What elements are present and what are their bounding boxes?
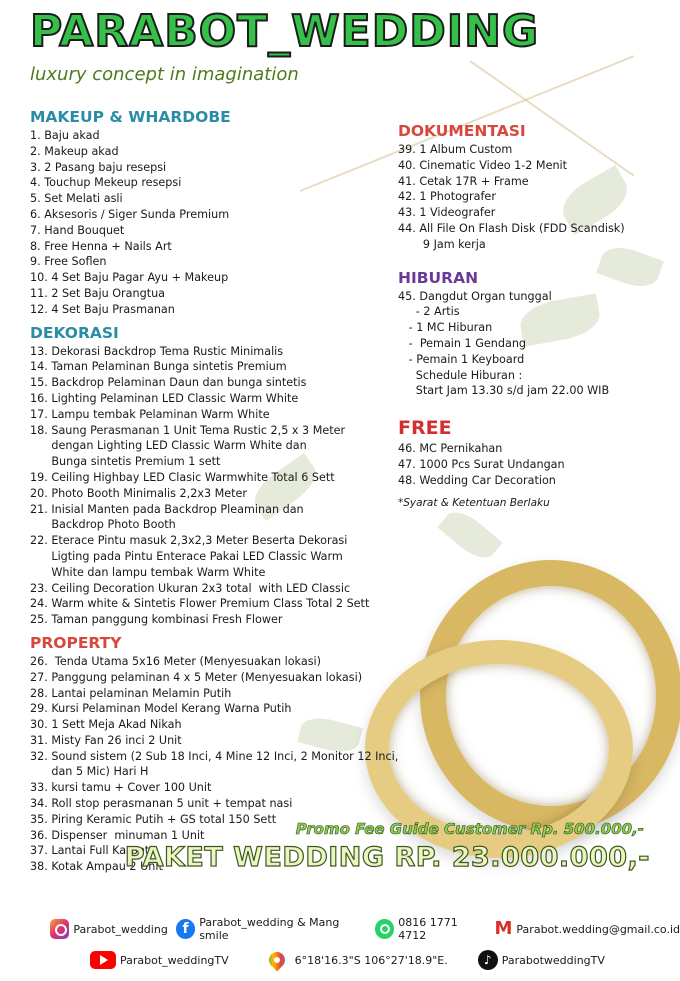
- promo-text: Promo Fee Guide Customer Rp. 500.000,-: [295, 820, 644, 838]
- list-item: 7. Hand Bouquet: [30, 223, 125, 237]
- list-item: 40. Cinematic Video 1-2 Menit: [398, 158, 568, 172]
- list-item: Backdrop Photo Booth: [30, 518, 176, 532]
- list-item: 44. All File On Flash Disk (FDD Scandisk): [398, 221, 625, 235]
- whatsapp-number[interactable]: 0816 1771 4712: [398, 916, 458, 942]
- list-item: 41. Cetak 17R + Frame: [398, 174, 529, 188]
- list-item: dan 5 Mic) Hari H: [30, 765, 149, 779]
- list-item: 26. Tenda Utama 5x16 Meter (Menyesuakan lokasi): [30, 654, 321, 668]
- right-column: [398, 122, 668, 509]
- location-coordinates[interactable]: 6°18'16.3"S 106°27'18.9"E.: [294, 953, 448, 967]
- list-item: 33. kursi tamu + Cover 100 Unit: [30, 781, 212, 795]
- gmail-icon: M: [494, 918, 513, 939]
- list-item: 16. Lighting Pelaminan LED Classic Warm White: [30, 391, 299, 405]
- list-item: 47. 1000 Pcs Surat Undangan: [398, 457, 565, 471]
- section-dekorasi: [30, 324, 410, 628]
- item-list: [398, 441, 668, 488]
- list-item: 8. Free Henna + Nails Art: [30, 239, 172, 253]
- list-item: - 2 Artis: [398, 305, 460, 319]
- list-item: 1. Baju akad: [30, 129, 100, 142]
- item-list: [398, 142, 668, 253]
- section-title: DEKORASI: [30, 323, 119, 342]
- list-item: White dan lampu tembak Warm White: [30, 565, 266, 579]
- section-title: FREE: [398, 417, 452, 440]
- instagram-handle[interactable]: Parabot_wedding: [73, 922, 168, 936]
- item-list: [398, 289, 668, 400]
- list-item: 45. Dangdut Organ tunggal: [398, 289, 552, 303]
- list-item: 31. Misty Fan 26 inci 2 Unit: [30, 733, 182, 747]
- list-item: 37. Lantai Full Karpet: [30, 844, 150, 858]
- package-price: PAKET WEDDING RP. 23.000.000,-: [124, 842, 650, 873]
- list-item: 3. 2 Pasang baju resepsi: [30, 160, 167, 174]
- contact-row: [50, 916, 680, 942]
- section-title: HIBURAN: [398, 268, 479, 287]
- list-item: dengan Lighting LED Classic Warm White dan: [30, 439, 307, 453]
- whatsapp-icon: [375, 919, 394, 939]
- list-item: Bunga sintetis Premium 1 sett: [30, 455, 221, 469]
- list-item: 46. MC Pernikahan: [398, 442, 503, 456]
- list-item: - Pemain 1 Keyboard: [398, 352, 525, 366]
- list-item: 27. Panggung pelaminan 4 x 5 Meter (Menyesuakan lokasi): [30, 670, 363, 684]
- list-item: 34. Roll stop perasmanan 5 unit + tempat nasi: [30, 797, 293, 811]
- facebook-icon: f: [176, 919, 195, 939]
- list-item: 20. Photo Booth Minimalis 2,2x3 Meter: [30, 486, 248, 500]
- list-item: 48. Wedding Car Decoration: [398, 473, 556, 487]
- list-item: 35. Piring Keramic Putih + GS total 150 Sett: [30, 812, 277, 826]
- section-hiburan: [398, 269, 668, 400]
- item-list: [30, 344, 410, 628]
- list-item: 9. Free Soflen: [30, 255, 107, 269]
- list-item: 36. Dispenser minuman 1 Unit: [30, 828, 205, 842]
- list-item: Schedule Hiburan :: [398, 368, 523, 382]
- list-item: 15. Backdrop Pelaminan Daun dan bunga sintetis: [30, 376, 307, 390]
- list-item: 14. Taman Pelaminan Bunga sintetis Premium: [30, 360, 287, 374]
- list-item: Start Jam 13.30 s/d jam 22.00 WIB: [398, 384, 610, 398]
- tiktok-icon: ♪: [478, 950, 498, 970]
- email-address[interactable]: Parabot.wedding@gmail.co.id: [516, 922, 680, 936]
- instagram-icon: [50, 919, 69, 939]
- brand-title: PARABOT_WEDDING: [30, 6, 540, 57]
- list-item: 22. Eterace Pintu masuk 2,3x2,3 Meter Beserta Dekorasi: [30, 534, 348, 548]
- youtube-icon: [90, 951, 116, 969]
- decor-leaf: [437, 504, 502, 566]
- list-item: 38. Kotak Ampau 2 Unit: [30, 860, 163, 874]
- list-item: 2. Makeup akad: [30, 144, 119, 158]
- list-item: 21. Inisial Manten pada Backdrop Pleaminan dan: [30, 502, 304, 516]
- section-title: DOKUMENTASI: [398, 122, 526, 140]
- list-item: 6. Aksesoris / Siger Sunda Premium: [30, 207, 230, 221]
- list-item: 30. 1 Sett Meja Akad Nikah: [30, 718, 182, 732]
- section-makeup: [30, 108, 410, 318]
- list-item: 11. 2 Set Baju Orangtua: [30, 286, 166, 300]
- list-item: 5. Set Melati asli: [30, 192, 123, 206]
- list-item: 13. Dekorasi Backdrop Tema Rustic Minimalis: [30, 344, 284, 358]
- map-pin-icon: [265, 949, 288, 972]
- list-item: 43. 1 Videografer: [398, 206, 496, 220]
- list-item: 32. Sound sistem (2 Sub 18 Inci, 4 Mine 12 Inci, 2 Monitor 12 Inci,: [30, 749, 399, 763]
- list-item: 9 Jam kerja: [398, 237, 486, 251]
- list-item: 12. 4 Set Baju Prasmanan: [30, 302, 175, 316]
- section-dokumentasi: [398, 122, 668, 253]
- terms-note: *Syarat & Ketentuan Berlaku: [398, 496, 550, 509]
- section-property: [30, 634, 410, 875]
- list-item: - 1 MC Hiburan: [398, 321, 493, 335]
- list-item: 10. 4 Set Baju Pagar Ayu + Makeup: [30, 271, 229, 285]
- list-item: 23. Ceiling Decoration Ukuran 2x3 total with LED Classic: [30, 581, 351, 595]
- list-item: 19. Ceiling Highbay LED Clasic Warmwhite Total 6 Sett: [30, 470, 335, 484]
- list-item: 25. Taman panggung kombinasi Fresh Flower: [30, 613, 283, 627]
- tiktok-handle[interactable]: ParabotweddingTV: [501, 953, 605, 967]
- section-title: MAKEUP & WHARDOBE: [30, 108, 231, 126]
- youtube-channel[interactable]: Parabot_weddingTV: [120, 953, 229, 967]
- section-free: [398, 417, 668, 508]
- list-item: 39. 1 Album Custom: [398, 143, 513, 156]
- list-item: - Pemain 1 Gendang: [398, 336, 527, 350]
- list-item: 24. Warm white & Sintetis Flower Premium Class Total 2 Sett: [30, 597, 370, 611]
- section-title: PROPERTY: [30, 633, 122, 652]
- list-item: 18. Saung Perasmanan 1 Unit Tema Rustic 2,5 x 3 Meter: [30, 423, 346, 437]
- list-item: Ligting pada Pintu Enterace Pakai LED Classic Warm: [30, 549, 343, 563]
- facebook-handle[interactable]: Parabot_wedding & Mang smile: [199, 916, 340, 942]
- list-item: 4. Touchup Mekeup resepsi: [30, 176, 182, 190]
- contact-row: [90, 950, 605, 970]
- list-item: 42. 1 Photografer: [398, 190, 496, 204]
- brand-tagline: luxury concept in imagination: [30, 64, 299, 85]
- item-list: [30, 128, 410, 318]
- left-column: [30, 108, 410, 875]
- list-item: 17. Lampu tembak Pelaminan Warm White: [30, 407, 270, 421]
- list-item: 28. Lantai pelaminan Melamin Putih: [30, 686, 232, 700]
- list-item: 29. Kursi Pelaminan Model Kerang Warna Putih: [30, 702, 292, 716]
